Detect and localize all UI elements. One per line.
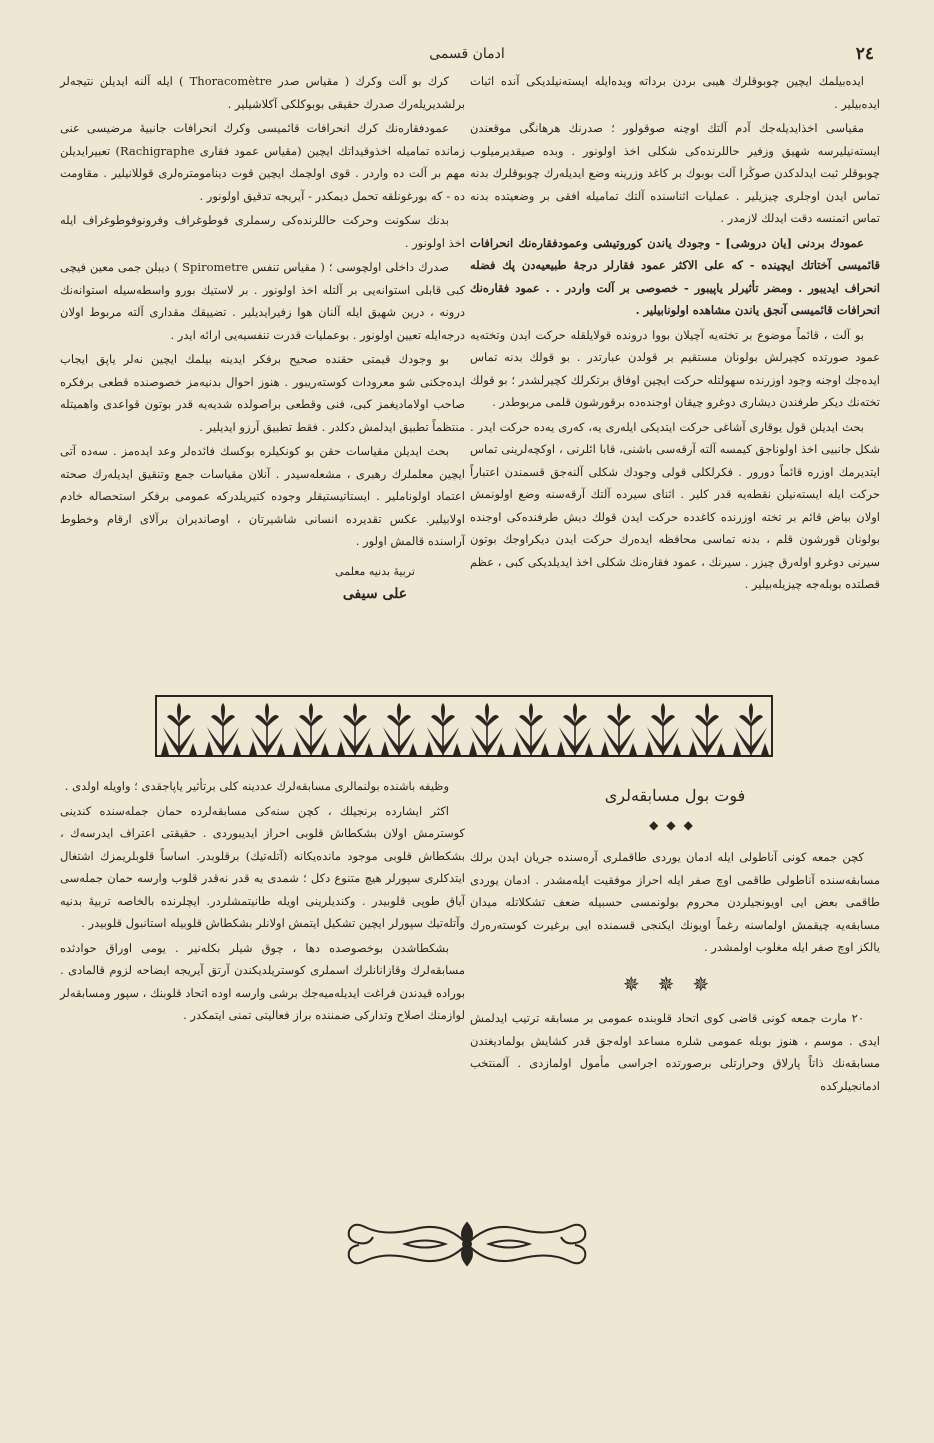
- star-separator-icon: ✵✵✵: [622, 971, 728, 996]
- ornament-svg: [345, 1215, 590, 1273]
- paragraph: بحث ایدیلن قول یوقاری آشاغی حركت ایتدیكی ایلەری یە، كەری یەدە حركت ایدر . شكل جانبیی اخذ اولوناجق كیمسە آلتە آرقەسی باشنی، قابا ائلرنی ، اوكچەلرینی تماس ایتدیرمك اوزرە قائماً دورور . فكرلكلی قولی وجودك شكلی آلنەجق قسمندن اعتباراً حركت ایلە ایستەنیلن نقطەیە قدر كلیر . اثنای سیردە آلتك آرقەسنە وضع اولونمش اولان بیاض قائم بر تختە اوزرندە كاغددە حركت ایدن قولك دیش طرفندەكی اوجندە بولونان قورشون قلم ، بدنە تماسی محافظە ایدەرك حركت ایدن دیكراوجك بوتون سیرنی دوغرو اولەرق چیزر . سیرنك ، عمود فقارەنك شكلی اخذ ایدیلدیكی كبی ، عظم قصلتدە بوبلەجە چیزیلەبیلیر .: [470, 419, 880, 591]
- paragraph: بو وجودك قیمتی حقندە صحیح برفكر ایدینە بیلمك ایچین نەلر یاپق ایجاب ایدەجكنی شو معرودات كوستەریبور . هنوز احوال بدنیەمز خصوصندە قطعی برفكرە صاحب اولامادیغمز كبی، فنی وقطعی براصولدە شدیەیە قدر بوتون قواعدی واهمیتلە منتظماً تطبیق ایدلمش دكلدر . فقط تطبیق آرزو ایدیلیر .: [60, 352, 465, 434]
- paragraph: كچن جمعە كونی آناطولی ایلە ادمان یوردی طاقملری آرەسندە جریان ایدن برلك مسابقەسندە آناطولی طاقمی اوچ صفر ایلە احراز موفقیت ایلەمشدر . ادمان یوردی طاقمی بعض ایی اویونجیلردن محروم بولونمسی حسبیلە ضعف تشكلاتلە میدان مسابقەیە چیقمش اولماسنە رغماً اویونك ایكنجی قسمندە ایی برغیرت كوستەرەرك یالكز اوچ صفر ایلە مغلوب اولمشدر .: [470, 850, 880, 954]
- paragraph: عمودك بردنی [یان دروشی] - وجودك یاندن كوروتیشی وعمودفقارەنك انحرافات قائمیسی آختاتك ایچیندە - كە علی الاكثر عمود فقارلر درجۀ طبیعیەدن پك فضلە انحراف ایدیبور . ومضر تأثیرلر یاپیبور - خصوصی بر آلت واردر . . عمود فقارەنك انحرافات قائمیسی آنجق یاندن مشاهدە اولونابیلیر .: [470, 235, 880, 317]
- paragraph: ٢٠ مارت جمعە كونی قاضی كوی اتحاد قلوبندە عمومی بر مسابقە ترتیب ایدلمش ایدی . موسم ، هنوز بوبلە عمومی شلرە مساعد اولەجق قدر كشایش بولمادیغندن مسابقەنك ذاتاً پارلاق وحرارتلی برصورتدە اجراسی مأمول اولمازدی . آلمنتخب ادمانجیلركدە: [470, 1011, 880, 1093]
- paragraph: ایدەبیلمك ایچین چوبوقلرك هیبی بردن برداته ویدەایله ایستەنیلدیكی آندە اثبات ایدەبیلیر .: [470, 74, 880, 111]
- signature-block: [60, 561, 465, 606]
- paragraph: بحث ایدیلن مقیاسات حقن بو كونكیلرە بوكسك فائدەلر وعد ایدەمز . سەدە آتی ایچین معلملرك رهبری ، مشعلەسیدر . آنلان مقیاسات جمع وتنقیق ایدیلەرك صحتە اعتماد اولوناملیر . ایستاتیستیقلر وجودە كتیریلدركە عمومی برفكر استحصالە خادم اولابیلیر. عكس تقدیردە انسانی شاشیرتان ، اوصاندیران برآلای ارقام وخطوط آراسندە قالمش اولور .: [60, 444, 465, 548]
- iris-banner-svg: [157, 697, 771, 755]
- paragraph: وظیفە باشندە بولنمالری مسابقەلرك عددینە كلی برتأثیر یاپاجقدی ؛ واویلە اولدی .: [64, 779, 449, 793]
- iris-flower-border-icon: [155, 695, 773, 757]
- section-title: ادمان قسمی: [429, 46, 505, 62]
- article-title: فوت بول مسابقەلری: [604, 786, 746, 805]
- signature-name: علی سیفی: [342, 586, 408, 602]
- paragraph: بدنك سكونت وحركت حاللرندەكی رسملری فوطوغراف وفرونوفوطوغراف ایلە اخذ اولونور .: [60, 213, 465, 250]
- paragraph: كرك بو آلت وكرك ( مقیاس صدر Thoracomètre ) ایلە آلنە ایدیلن نتیجەلر برلشدیریلەرك صدرك حقیقی بوبوكلكی آكلاشیلیر .: [60, 74, 465, 111]
- left-top-column: [60, 70, 465, 606]
- paragraph: صدرك داخلی اولچوسی ؛ ( مقیاس تنفس Spirometre ) دیبلن جمی معین فیچی كبی قابلی استوانەیی بر آلتلە اخذ اولونور . بر لاستیك بورو واسطەسیلە استوانەنك درونە ، درین شهیق ایلە آلنان هوا زفیرایدیلیر . تضییقك مقداری آلتە مربوط اولان درجەایلە تعیین اولونور . بوعملیات قدرت تنفسیەیی ارائە ایدر .: [60, 260, 465, 342]
- page-number: ٢٤: [855, 44, 874, 64]
- signature-role: تربیۀ بدنیە معلمی: [335, 564, 415, 578]
- scroll-ornament-icon: [345, 1215, 590, 1273]
- page-header: [60, 40, 874, 68]
- diamond-separator-icon: ◆◆◆: [649, 817, 701, 832]
- right-bottom-column: [470, 775, 880, 1099]
- paragraph: بو آلت ، قائماً موضوع بر تختەیە آچیلان بووا دروندە قولایلقلە حركت ایدن وتختەیە عمود صورتدە كچیرلش بولونان مستقیم بر قولدن عبارتدر . بو قولك بدنە تماس ایدەجك اوجنە وجود اوزرندە سهولتلە حركت ایچین اوفاق برتكرلك كچیرلشدر ؛ بو قولك تختەنك دیكر طرفندن دیشاری دوغرو چیقان اوجندەدە برقورشون قلمی مربوطدر .: [470, 327, 880, 409]
- paragraph: عمودفقارەنك كرك انحرافات قائمیسی وكرك انحرافات جانبیۀ مرضیسی عنی زماندە تمامیلە اخذوقیداتك ایچین (مقیاس عمود فقاری Rachigraphe) تعبیرایدیلن مهم بر آلت دە واردر . قوی اولچمك ایچین قوت دینامومترەلری قوللانیلیر . مقاومت دە - كە بورغونلقە تحمل دیمكدر - آیریجە تدقیق اولونور .: [60, 121, 465, 203]
- left-bottom-column: [60, 775, 465, 1029]
- paragraph: بشكطاشدن بوخصوصدە دها ، چوق شیلر بكلەنیر . یومی اوراق حوادثدە مسابقەلرك وقازانانلرك اسملری كوستریلدیكندن آرتق آیریجە ایضاحە لزوم قالمادی . بورادە قیدندن فراغت ایدیلەمیەجك برشی وارسە اودە اتحاد قلوبنك ، سپور ومسابقەلر لوازمنك اصلاح وتداركی ضمنندە براز فعالیتی تمنی ایتمكدر .: [60, 940, 465, 1022]
- paragraph: اكثر ایشاردە برنجیلك ، كچن سنەكی مسابقەلردە حمان جملەسندە كندینی كوسترمش اولان بشكطاش قلوبی احراز ایدیبوردی . حقیقتی اعتراف ایدرسەك ، بشكطاش قلوبی موجود ماندەیكانە (آتلەتیك) برقلوبدر. اساساً قلوبلریمزك اشتغال ایتدكلری سپورلر هیچ متنوع دكل ؛ شمدی یە قدر نەقدر قلوب وارسە حمان جملەسی آیاق طوپی قلوبیدر . وكندیلرینی اویلە طانیتمشلردر. ایچلرندە بالخاصە تربیۀ بدنیە وآتلەتیك سپورلر ایچین تشكیل ایتمش اولانلر بشكطاش قلوبیلە استانبول قلوبیدر .: [60, 803, 465, 930]
- paragraph: مقیاسی اخذایدیلەجك آدم آلتك اوچنە صوقولور ؛ صدرنك هرهانگی موقعندن ایستەنیلیرسە شهیق وزفیر حاللرندەكی شكلی اخذ اولونور . وبدە صیقدیرمیلوب چوبوقلر ثبت ایدلدكدن صوڭرا آلت بوبوك بر كاغد وزرینە وضع ایدیلەرك چوبوقلرك بدنە تماس ایدن اوجلری چیزیلیر . عملیات اثناسندە آلتك تمامیلە افقی بر وضعیتدە بدنە تماس اتمنسە دقت ایدلك لازمدر .: [470, 121, 880, 225]
- right-top-column: [470, 70, 880, 598]
